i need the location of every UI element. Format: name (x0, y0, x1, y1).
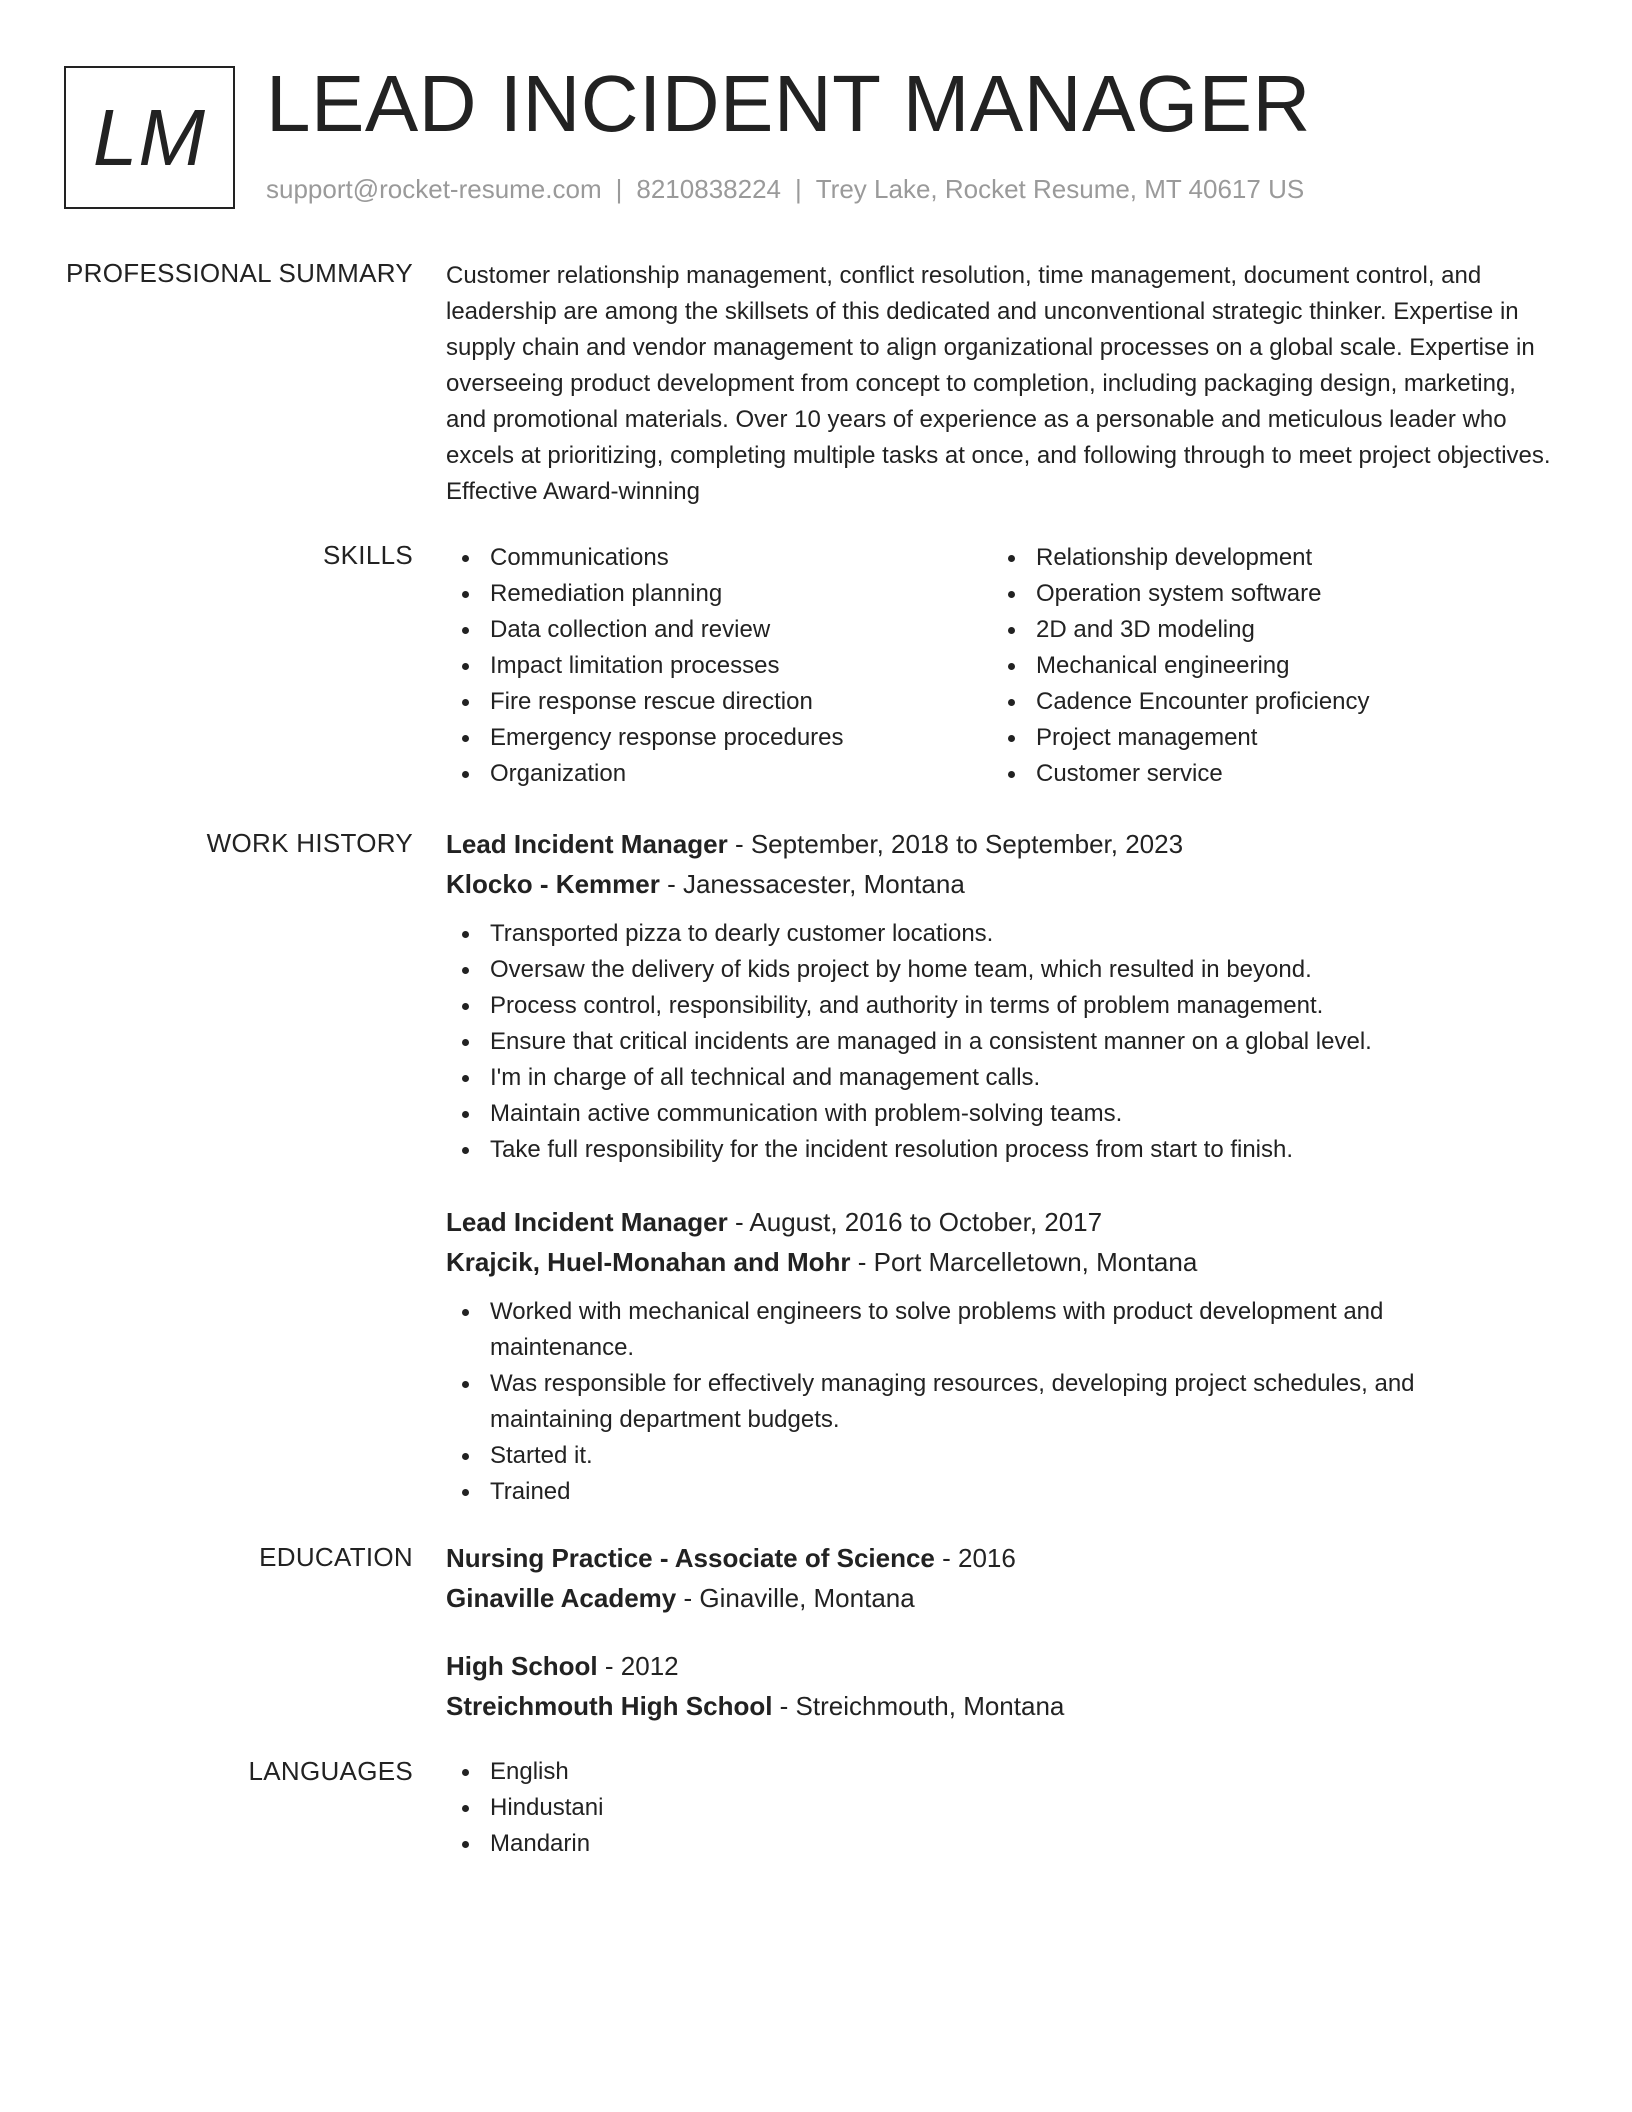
section-label-skills: SKILLS (323, 540, 413, 570)
section-label-work: WORK HISTORY (206, 828, 413, 858)
education-year: - 2012 (597, 1651, 679, 1681)
job-bullet: Maintain active communication with problem-solving teams. (446, 1096, 1562, 1132)
education-school: Streichmouth High School (446, 1691, 773, 1721)
job-title: Lead Incident Manager (446, 829, 728, 859)
education-school-line (446, 1686, 1562, 1726)
job-bullets (446, 916, 1562, 1168)
job-location: - Janessacester, Montana (659, 869, 965, 899)
job-company: Krajcik, Huel-Monahan and Mohr (446, 1247, 851, 1277)
skill-item: Relationship development (992, 540, 1538, 576)
job-bullet: Was responsible for effectively managing resources, developing project schedules, and maintaining department budgets. (446, 1366, 1446, 1438)
job-bullet: Oversaw the delivery of kids project by home team, which resulted in beyond. (446, 952, 1562, 988)
skill-item: 2D and 3D modeling (992, 612, 1538, 648)
skill-item: Customer service (992, 756, 1538, 792)
job-title: Lead Incident Manager (446, 1207, 728, 1237)
job-bullet: Started it. (446, 1438, 1446, 1474)
contact-email: support@rocket-resume.com (266, 174, 602, 204)
skill-item: Remediation planning (446, 576, 992, 612)
job-bullet: Transported pizza to dearly customer locations. (446, 916, 1562, 952)
job-entry (446, 824, 1562, 1168)
skills-column-right (992, 540, 1538, 792)
skill-item: Fire response rescue direction (446, 684, 992, 720)
job-bullet: Ensure that critical incidents are managed in a consistent manner on a global level. (446, 1024, 1562, 1060)
job-bullet: Process control, responsibility, and authority in terms of problem management. (446, 988, 1562, 1024)
skill-item: Operation system software (992, 576, 1538, 612)
education-school-line (446, 1578, 1562, 1618)
skill-item: Organization (446, 756, 992, 792)
contact-separator: | (795, 174, 802, 204)
education-degree: High School (446, 1651, 598, 1681)
job-dates: - September, 2018 to September, 2023 (727, 829, 1184, 859)
skills-column-left (446, 540, 992, 792)
education-body (446, 1538, 1562, 1726)
job-bullet: Take full responsibility for the incident resolution process from start to finish. (446, 1132, 1562, 1168)
job-company-line (446, 864, 1562, 904)
skills-columns (446, 540, 1562, 792)
job-company: Klocko - Kemmer (446, 869, 660, 899)
job-title-line (446, 1202, 1562, 1242)
section-label-education: EDUCATION (259, 1542, 413, 1572)
language-item: Hindustani (446, 1790, 1562, 1826)
job-entry (446, 1202, 1562, 1510)
skill-item: Impact limitation processes (446, 648, 992, 684)
contact-address: Trey Lake, Rocket Resume, MT 40617 US (815, 174, 1305, 204)
monogram-initials: LM (92, 92, 207, 182)
skill-item: Communications (446, 540, 992, 576)
education-location: - Ginaville, Montana (676, 1583, 915, 1613)
summary-text: Customer relationship management, conflict resolution, time management, document control, and leadership are among the skillsets of this dedicated and unconventional strategic thinker. Expertise in supply chain and vendor management to align organizational processes on a global scale. Expertise in overseeing product development from concept to completion, including packaging design, marketing, and promotional materials. Over 10 years of experience as a personable and meticulous leader who excels at prioritizing, completing multiple tasks at once, and following through to meet project objectives. Effective Award-winning (446, 262, 1551, 505)
language-item: English (446, 1754, 1562, 1790)
education-degree-line (446, 1538, 1562, 1578)
monogram-box (64, 66, 235, 209)
job-bullet: Worked with mechanical engineers to solve problems with product development and maintenance. (446, 1294, 1446, 1366)
job-bullets (446, 1294, 1446, 1510)
job-bullet: Trained (446, 1474, 1446, 1510)
contact-phone: 8210838224 (636, 174, 781, 204)
job-title-line (446, 824, 1562, 864)
section-label-summary: PROFESSIONAL SUMMARY (66, 258, 413, 288)
resume-title: LEAD INCIDENT MANAGER (266, 59, 1311, 148)
education-degree-line (446, 1646, 1562, 1686)
language-item: Mandarin (446, 1826, 1562, 1862)
contact-separator: | (615, 174, 623, 204)
education-location: - Streichmouth, Montana (772, 1691, 1065, 1721)
job-location: - Port Marcelletown, Montana (850, 1247, 1198, 1277)
languages-body (446, 1754, 1562, 1862)
skill-item: Data collection and review (446, 612, 992, 648)
job-dates: - August, 2016 to October, 2017 (727, 1207, 1103, 1237)
job-bullet: I'm in charge of all technical and management calls. (446, 1060, 1562, 1096)
skill-item: Mechanical engineering (992, 648, 1538, 684)
section-label-languages: LANGUAGES (248, 1756, 413, 1786)
skill-item: Project management (992, 720, 1538, 756)
skill-item: Emergency response procedures (446, 720, 992, 756)
education-entry (446, 1538, 1562, 1618)
skill-item: Cadence Encounter proficiency (992, 684, 1538, 720)
education-degree: Nursing Practice - Associate of Science (446, 1543, 935, 1573)
contact-line (266, 174, 1304, 205)
education-school: Ginaville Academy (446, 1583, 677, 1613)
languages-list (446, 1754, 1562, 1862)
work-history-body (446, 824, 1562, 1510)
job-company-line (446, 1242, 1562, 1282)
education-year: - 2016 (934, 1543, 1016, 1573)
education-entry (446, 1646, 1562, 1726)
